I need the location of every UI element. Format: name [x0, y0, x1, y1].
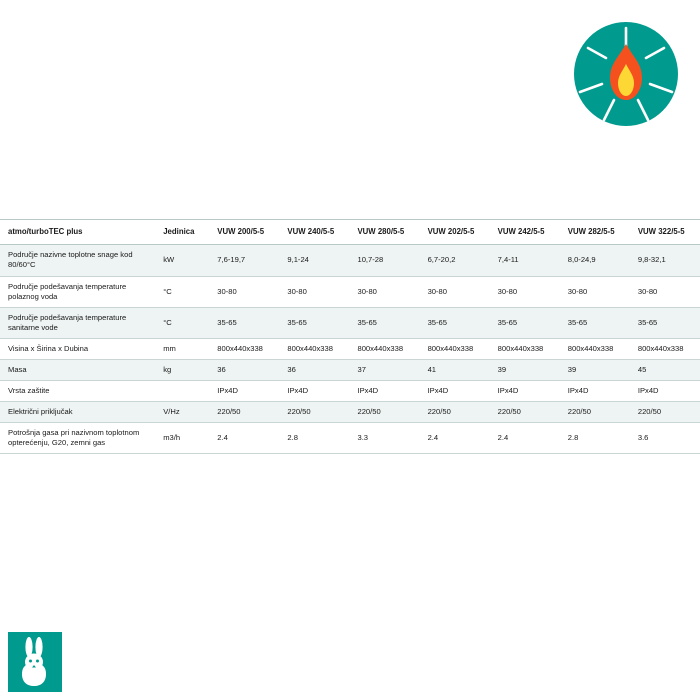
table-row — [0, 360, 700, 381]
row-value: 220/50 — [560, 402, 630, 423]
row-value: IPx4D — [209, 381, 279, 402]
row-value: IPx4D — [630, 381, 700, 402]
row-value: 8,0-24,9 — [560, 245, 630, 276]
row-unit: m3/h — [155, 423, 209, 454]
table-header-model-6: VUW 282/5-5 — [560, 220, 630, 245]
row-value: 10,7-28 — [349, 245, 419, 276]
row-value: 220/50 — [490, 402, 560, 423]
flame-burner-logo — [574, 22, 678, 126]
table-header-unit: Jedinica — [155, 220, 209, 245]
row-value: 7,4-11 — [490, 245, 560, 276]
row-value: 800x440x338 — [560, 338, 630, 359]
row-value: 2.4 — [490, 423, 560, 454]
row-value: 41 — [420, 360, 490, 381]
specification-table — [0, 219, 700, 454]
table-row — [0, 338, 700, 359]
row-value: 35-65 — [560, 307, 630, 338]
row-value: 35-65 — [349, 307, 419, 338]
row-value: 35-65 — [420, 307, 490, 338]
row-parameter: Područje nazivne toplotne snage kod 80/60°C — [0, 245, 155, 276]
table-header-model-4: VUW 202/5-5 — [420, 220, 490, 245]
row-value: 800x440x338 — [420, 338, 490, 359]
row-unit: kW — [155, 245, 209, 276]
row-parameter: Vrsta zaštite — [0, 381, 155, 402]
row-value: IPx4D — [279, 381, 349, 402]
row-value: 800x440x338 — [209, 338, 279, 359]
row-value: 35-65 — [209, 307, 279, 338]
row-value: 2.4 — [420, 423, 490, 454]
table-header-model-2: VUW 240/5-5 — [279, 220, 349, 245]
table-header-model-7: VUW 322/5-5 — [630, 220, 700, 245]
row-value: 800x440x338 — [630, 338, 700, 359]
row-value: 45 — [630, 360, 700, 381]
table-row — [0, 307, 700, 338]
row-unit: °C — [155, 276, 209, 307]
row-unit — [155, 381, 209, 402]
row-value: 3.3 — [349, 423, 419, 454]
row-value: 800x440x338 — [349, 338, 419, 359]
row-value: 9,1-24 — [279, 245, 349, 276]
row-value: 2.8 — [279, 423, 349, 454]
row-value: 220/50 — [630, 402, 700, 423]
row-value: 220/50 — [420, 402, 490, 423]
row-value: IPx4D — [490, 381, 560, 402]
row-value: 800x440x338 — [279, 338, 349, 359]
rabbit-emblem — [8, 632, 62, 692]
row-parameter: Električni priključak — [0, 402, 155, 423]
row-value: 220/50 — [349, 402, 419, 423]
row-unit: V/Hz — [155, 402, 209, 423]
table-row — [0, 276, 700, 307]
row-value: 39 — [490, 360, 560, 381]
table-row — [0, 245, 700, 276]
row-value: 36 — [209, 360, 279, 381]
table-header-row — [0, 220, 700, 245]
row-value: 35-65 — [279, 307, 349, 338]
row-value: IPx4D — [560, 381, 630, 402]
specification-table-container — [0, 219, 700, 454]
row-parameter: Područje podešavanja temperature sanitarne vode — [0, 307, 155, 338]
row-unit: kg — [155, 360, 209, 381]
row-value: 30-80 — [560, 276, 630, 307]
row-value: 30-80 — [279, 276, 349, 307]
row-value: 39 — [560, 360, 630, 381]
row-value: 30-80 — [630, 276, 700, 307]
row-parameter: Potrošnja gasa pri nazivnom toplotnom opterećenju, G20, zemni gas — [0, 423, 155, 454]
table-row — [0, 402, 700, 423]
row-value: 30-80 — [490, 276, 560, 307]
row-value: 6,7-20,2 — [420, 245, 490, 276]
rabbit-emblem-svg — [8, 632, 62, 692]
row-value: 3.6 — [630, 423, 700, 454]
row-parameter: Visina x Širina x Dubina — [0, 338, 155, 359]
table-row — [0, 381, 700, 402]
row-value: IPx4D — [349, 381, 419, 402]
row-value: 9,8-32,1 — [630, 245, 700, 276]
table-header-model-5: VUW 242/5-5 — [490, 220, 560, 245]
row-value: 35-65 — [490, 307, 560, 338]
flame-burner-logo-svg — [574, 22, 678, 126]
row-parameter: Područje podešavanja temperature polaznog voda — [0, 276, 155, 307]
table-header-model-1: VUW 200/5-5 — [209, 220, 279, 245]
row-parameter: Masa — [0, 360, 155, 381]
row-value: 2.8 — [560, 423, 630, 454]
row-value: 30-80 — [209, 276, 279, 307]
row-value: 30-80 — [349, 276, 419, 307]
row-value: 35-65 — [630, 307, 700, 338]
row-unit: °C — [155, 307, 209, 338]
row-value: 7,6-19,7 — [209, 245, 279, 276]
row-value: 220/50 — [209, 402, 279, 423]
table-header-model-3: VUW 280/5-5 — [349, 220, 419, 245]
row-unit: mm — [155, 338, 209, 359]
table-header-parameter: atmo/turboTEC plus — [0, 220, 155, 245]
row-value: 800x440x338 — [490, 338, 560, 359]
table-row — [0, 423, 700, 454]
row-value: IPx4D — [420, 381, 490, 402]
row-value: 36 — [279, 360, 349, 381]
row-value: 2.4 — [209, 423, 279, 454]
row-value: 37 — [349, 360, 419, 381]
row-value: 30-80 — [420, 276, 490, 307]
row-value: 220/50 — [279, 402, 349, 423]
